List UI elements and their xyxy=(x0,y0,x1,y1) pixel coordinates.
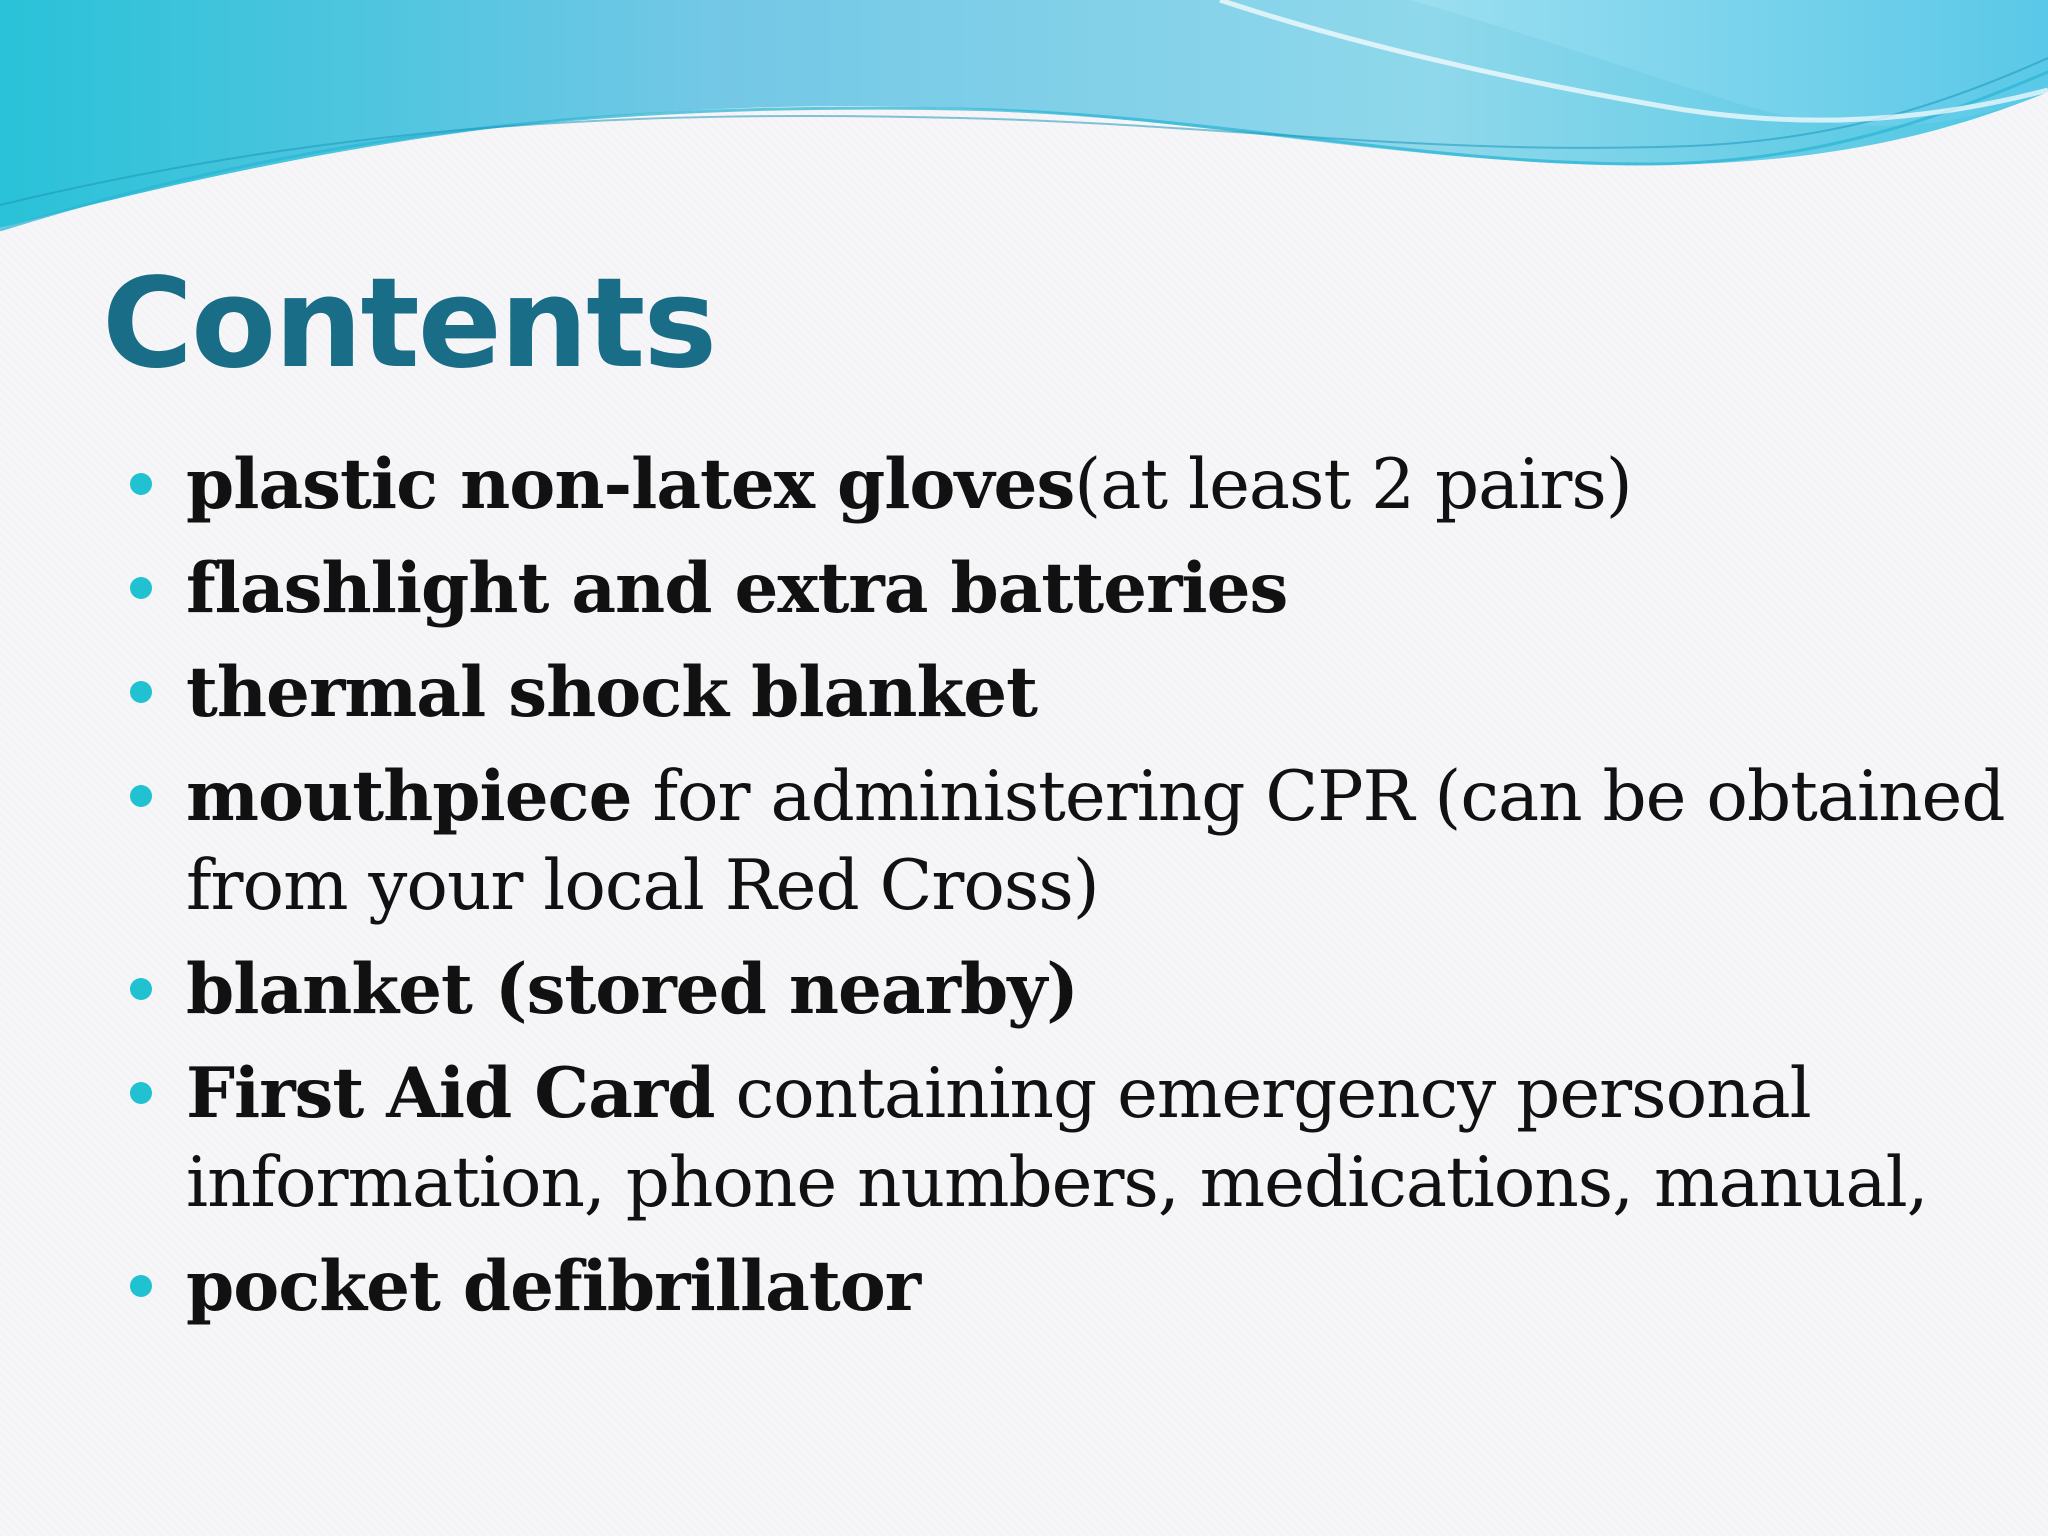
list-item-blanket xyxy=(128,945,2008,1035)
item-bold-text: flashlight and extra batteries xyxy=(186,548,1288,629)
bullet-dot xyxy=(130,577,152,599)
list-item-mouthpiece xyxy=(128,752,2008,931)
contents-list xyxy=(128,440,2008,1346)
item-bold-text: pocket defibrillator xyxy=(186,1246,921,1327)
bullet-dot xyxy=(130,1082,152,1104)
bullet-dot xyxy=(130,681,152,703)
item-bold-text: mouthpiece xyxy=(186,756,632,837)
bullet-dot xyxy=(130,785,152,807)
item-bold-text: First Aid Card xyxy=(186,1053,715,1134)
list-item-defibrillator xyxy=(128,1242,2008,1332)
bullet-dot xyxy=(130,1275,152,1297)
list-item-gloves xyxy=(128,440,2008,530)
item-bold-text: thermal shock blanket xyxy=(186,652,1038,733)
bullet-dot xyxy=(130,978,152,1000)
list-item-thermal-blanket xyxy=(128,648,2008,738)
header-wave-graphic xyxy=(0,0,2048,240)
item-normal-text: containing emergency personal information, phone numbers, medications, manual, xyxy=(186,1054,1928,1223)
slide-title: Contents xyxy=(102,252,716,396)
item-bold-text: blanket (stored nearby) xyxy=(186,949,1078,1030)
item-normal-text: (at least 2 pairs) xyxy=(1074,445,1632,525)
list-item-first-aid-card xyxy=(128,1049,2008,1228)
list-item-flashlight xyxy=(128,544,2008,634)
bullet-dot xyxy=(130,473,152,495)
item-bold-text: plastic non-latex gloves xyxy=(186,444,1075,525)
item-normal-text: for administering CPR (can be obtained from your local Red Cross) xyxy=(186,757,2005,926)
